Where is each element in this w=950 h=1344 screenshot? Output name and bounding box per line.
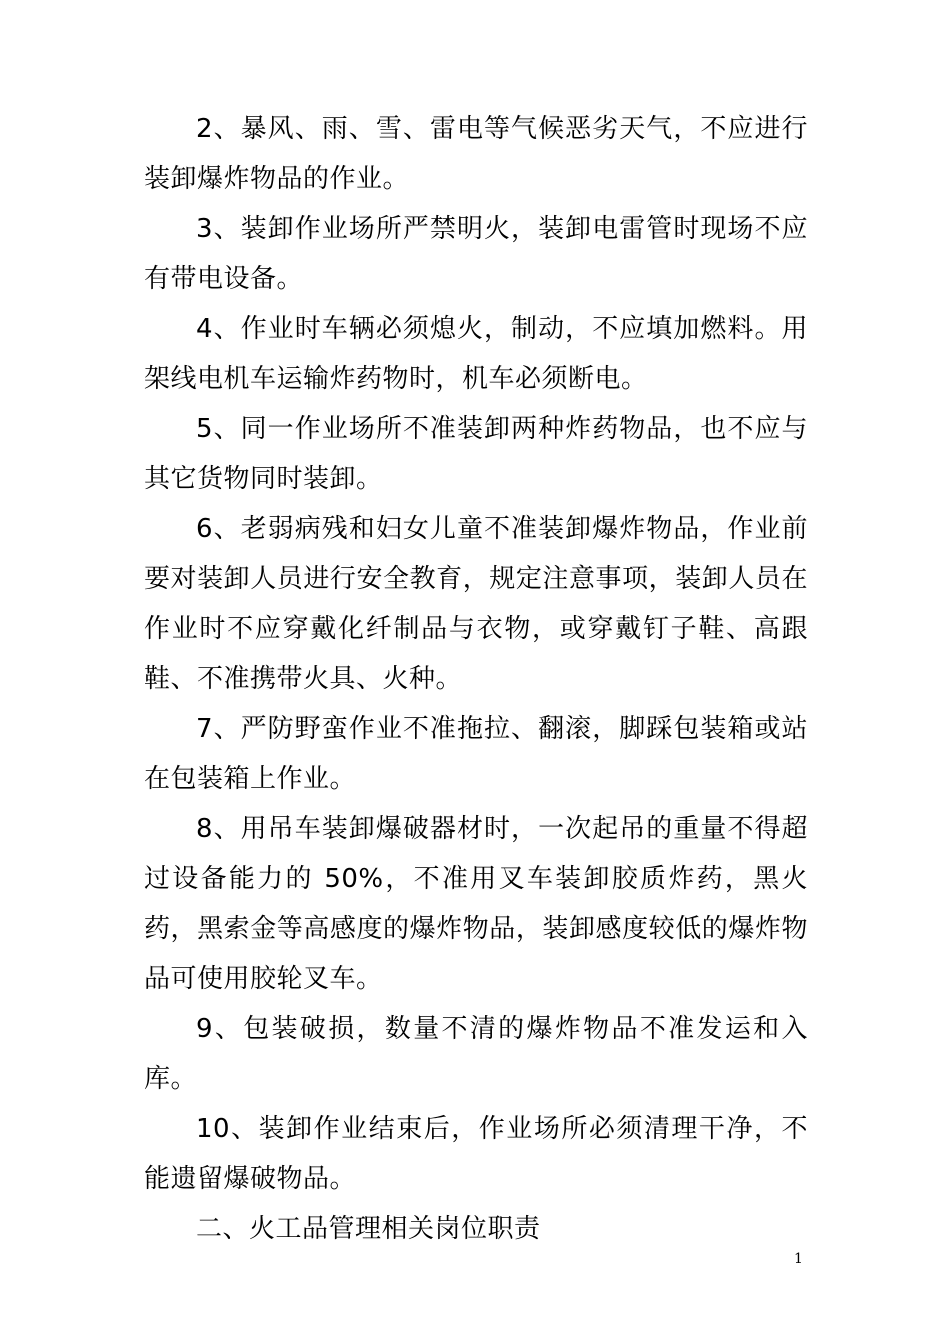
section-heading: 二、火工品管理相关岗位职责 [196,1214,541,1244]
paragraph-item-3: 3、装卸作业场所严禁明火，装卸电雷管时现场不应有带电设备。 [144,214,808,294]
page-number: 1 [794,1251,803,1267]
document-body [144,104,808,1254]
paragraph-item-7: 7、严防野蛮作业不准拖拉、翻滚，脚踩包装箱或站在包装箱上作业。 [144,714,808,794]
paragraph-item-2: 2、暴风、雨、雪、雷电等气候恶劣天气，不应进行装卸爆炸物品的作业。 [144,114,808,194]
paragraph-item-9: 9、包装破损，数量不清的爆炸物品不准发运和入库。 [144,1014,808,1094]
paragraph-item-8: 8、用吊车装卸爆破器材时，一次起吊的重量不得超过设备能力的 50%，不准用叉车装卸胶质炸药，黑火药，黑索金等高感度的爆炸物品，装卸感度较低的爆炸物品可使用胶轮叉车。 [144,814,808,994]
paragraph-item-5: 5、同一作业场所不准装卸两种炸药物品，也不应与其它货物同时装卸。 [144,414,808,494]
paragraph-item-4: 4、作业时车辆必须熄火，制动，不应填加燃料。用架线电机车运输炸药物时，机车必须断电。 [144,314,808,394]
paragraph-item-10: 10、装卸作业结束后，作业场所必须清理干净，不能遗留爆破物品。 [144,1114,808,1194]
paragraph-item-6: 6、老弱病残和妇女儿童不准装卸爆炸物品，作业前要对装卸人员进行安全教育，规定注意事项，装卸人员在作业时不应穿戴化纤制品与衣物，或穿戴钉子鞋、高跟鞋、不准携带火具、火种。 [144,514,808,694]
